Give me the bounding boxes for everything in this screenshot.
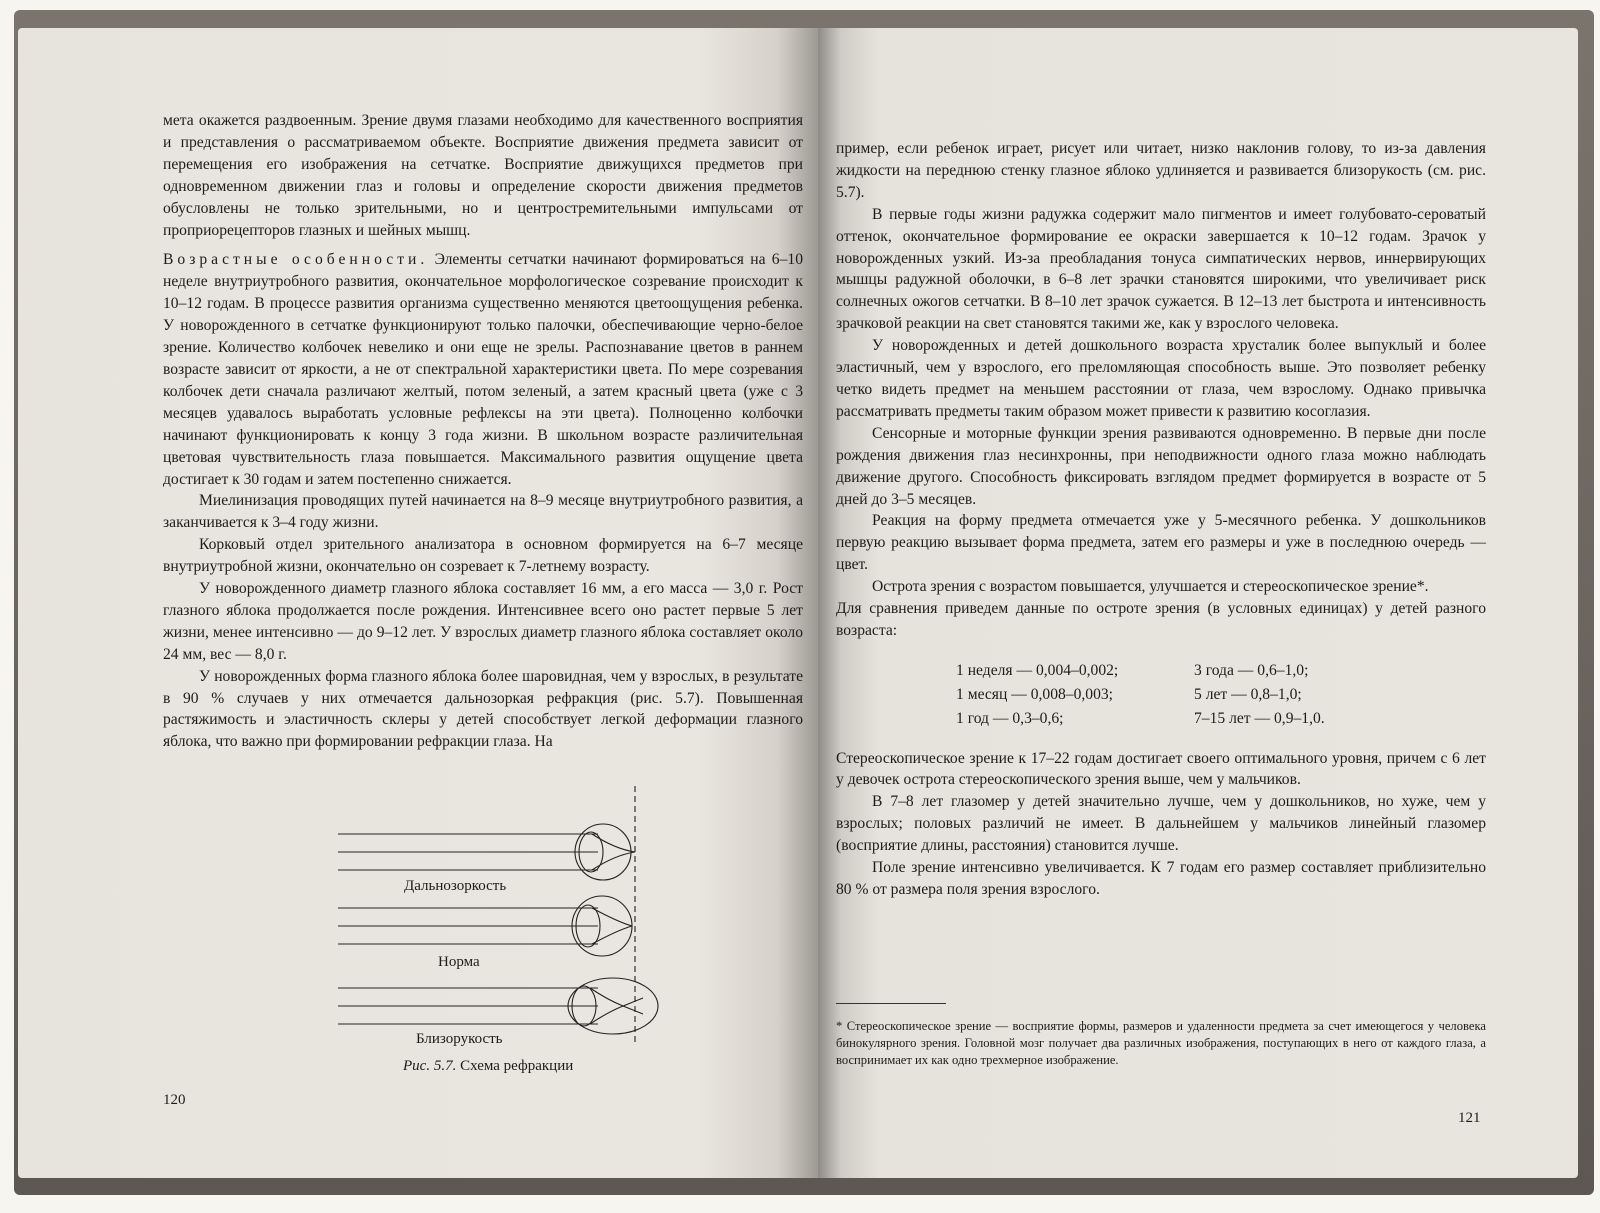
right-page bbox=[818, 28, 1578, 1178]
paragraph: Поле зрение интенсивно увеличивается. К 7 годам его размер составляет приблизительно 80 % от размера поля зрения взрослого. bbox=[836, 859, 1486, 898]
paragraph-age-features bbox=[163, 249, 803, 490]
paragraph: У новорожденных и детей дошкольного возраста хрусталик более выпуклый и более эластичный, чем у взрослого, его преломляющая способность выше. Это позволяет ребенку четко видеть предмет на меньшем расстоянии от глаза, чем взрослому. Однако привычка рассматривать предметы таким образом может привести к развитию косоглазия. bbox=[836, 337, 1486, 420]
paragraph: В первые годы жизни радужка содержит мало пигментов и имеет голубовато-сероватый оттенок, окончательное формирование ее окраски завершается к 10–12 годам. Зрачок у новорожденных узкий. Из-за преобладания тонуса симпатических нервов, иннервирующих мышцы радужной оболочки, в 6–8 лет зрачки становятся широкими, что увеличивает риск солнечных ожогов сетчатки. В 8–10 лет зрачок сужается. В 12–13 лет быстрота и интенсивность зрачковой реакции на свет становятся такими же, как у взрослого человека. bbox=[836, 205, 1486, 333]
right-page-text bbox=[836, 138, 1486, 901]
section-heading: Возрастные особенности. bbox=[163, 251, 429, 269]
acuity-value: 1 неделя — 0,004–0,002; bbox=[956, 661, 1119, 679]
paragraph: В 7–8 лет глазомер у детей значительно лучше, чем у дошкольников, но хуже, чем у взрослых; половых различий не имеет. В дальнейшем у мальчиков линейный глазомер (восприятие длины, расстояния) становится лучше. bbox=[836, 793, 1486, 855]
figure-caption bbox=[403, 1058, 573, 1075]
normal-label: Норма bbox=[438, 954, 480, 970]
paragraph: пример, если ребенок играет, рисует или читает, низко наклонив голову, то из-за давления жидкости на переднюю стенку глазное яблоко удлиняется и развивается близорукость (см. рис. 5.7). bbox=[836, 140, 1486, 201]
paragraph: У новорожденного диаметр глазного яблока составляет 16 мм, а его масса — 3,0 г. Рост глазного яблока продолжается после рождения. Интенсивнее всего оно растет первые 5 лет жизни, менее интенсивно — до 9–12 лет. У взрослых диаметр глазного яблока составляет около 24 мм, вес — 8,0 г. bbox=[163, 580, 803, 663]
footnote-divider bbox=[836, 1003, 946, 1004]
page-number-right: 121 bbox=[1458, 1110, 1481, 1126]
myopia-eye bbox=[338, 978, 658, 1034]
paragraph: У новорожденных форма глазного яблока более шаровидная, чем у взрослых, в результате в 90 % случаев у них отмечается дальнозоркая рефракция (рис. 5.7). Повышенная растяжимость и эластичность склеры у детей способствует легкой деформации глазного яблока, что важно при формировании рефракции глаза. На bbox=[163, 667, 803, 751]
acuity-value: 1 год — 0,3–0,6; bbox=[956, 709, 1064, 727]
book-spread bbox=[14, 10, 1594, 1195]
paragraph: Реакция на форму предмета отмечается уже у 5-месячного ребенка. У дошкольников первую реакцию вызывает форма предмета, затем его размеры и уже в последнюю очередь — цвет. bbox=[836, 512, 1486, 574]
acuity-value: 3 года — 0,6–1,0; bbox=[1194, 661, 1309, 679]
left-page bbox=[18, 28, 818, 1178]
page-number-left: 120 bbox=[163, 1092, 186, 1108]
figure-title: Схема рефракции bbox=[456, 1058, 574, 1074]
paragraph: Сенсорные и моторные функции зрения развиваются одновременно. В первые дни после рождения движения глаз несинхронны, при неподвижности одного глаза можно наблюдать движение другого. Способность фиксировать взглядом предмет формируется в возрасте от 5 дней до 3–5 месяцев. bbox=[836, 424, 1486, 508]
paragraph: Корковый отдел зрительного анализатора в основном формируется на 6–7 месяце внутриутробной жизни, окончательно он созревает к 7-летнему возрасту. bbox=[163, 536, 803, 576]
acuity-value: 7–15 лет — 0,9–1,0. bbox=[1194, 709, 1325, 727]
paragraph: Для сравнения приведем данные по остроте зрения (в условных единицах) у детей разного возраста: bbox=[836, 600, 1486, 639]
paragraph: Миелинизация проводящих путей начинается на 8–9 месяце внутриутробного развития, а заканчивается к 3–4 году жизни. bbox=[163, 492, 803, 532]
normal-eye bbox=[338, 896, 632, 956]
acuity-value: 1 месяц — 0,008–0,003; bbox=[956, 685, 1114, 703]
hyperopia-eye bbox=[338, 824, 635, 880]
visual-acuity-values bbox=[956, 660, 1486, 730]
myopia-label: Близорукость bbox=[416, 1031, 503, 1047]
acuity-value: 5 лет — 0,8–1,0; bbox=[1194, 685, 1302, 703]
footnote: * Стереоскопическое зрение — восприятие формы, размеров и удаленности предмета за счет имеющегося у человека бинокулярного зрения. Головной мозг получает два различных изображения, поступающих в него от каждого глаза, а воспринимает их как одно трехмерное изображение. bbox=[836, 1019, 1486, 1068]
paragraph: Острота зрения с возрастом повышается, улучшается и стереоскопическое зрение*. bbox=[872, 578, 1429, 596]
left-page-text bbox=[163, 110, 803, 753]
paragraph: Стереоскопическое зрение к 17–22 годам достигает своего оптимального уровня, причем с 6 лет у девочек острота стереоскопического зрения выше, чем у мальчиков. bbox=[836, 749, 1486, 789]
paragraph-text: Элементы сетчатки начинают формироваться на 6–10 неделе внутриутробного развития, окончательное морфологическое созревание происходит к 10–12 годам. В процессе развития организма существенно меняются цветоощущения ребенка. У новорожденного в сетчатке функционируют только палочки, обеспечивающие черно-белое зрение. Количество колбочек невелико и они еще не зрелы. Распознавание цветов в раннем возрасте зависит от яркости, а не от спектральной характеристики цвета. По мере созревания колбочек дети сначала различают желтый, потом зеленый, а затем красный цвета (уже с 3 месяцев удавалось выработать условные рефлексы на эти цвета). Полноценно колбочки начинают функционировать к концу 3 года жизни. В школьном возрасте различительная цветовая чувствительность глаза повышается. Максимального развития ощущение цвета достигает к 30 годам и затем постепенно снижается. bbox=[163, 251, 803, 488]
hyperopia-label: Дальнозоркость bbox=[404, 878, 507, 894]
refraction-diagram-drawing bbox=[308, 786, 668, 1066]
paragraph: мета окажется раздвоенным. Зрение двумя глазами необходимо для качественного восприятия и представления о рассматриваемом объекте. Восприятие движения предмета зависит от перемещения его изображения на сетчатке. Восприятие движущихся предметов при одновременном движении глаз и головы и определение скорости движения предметов обусловлены не только зрительными, но и центростремительными импульсами от проприорецепторов глазных и шейных мышц. bbox=[163, 112, 803, 239]
figure-number: Рис. 5.7. bbox=[403, 1058, 457, 1074]
